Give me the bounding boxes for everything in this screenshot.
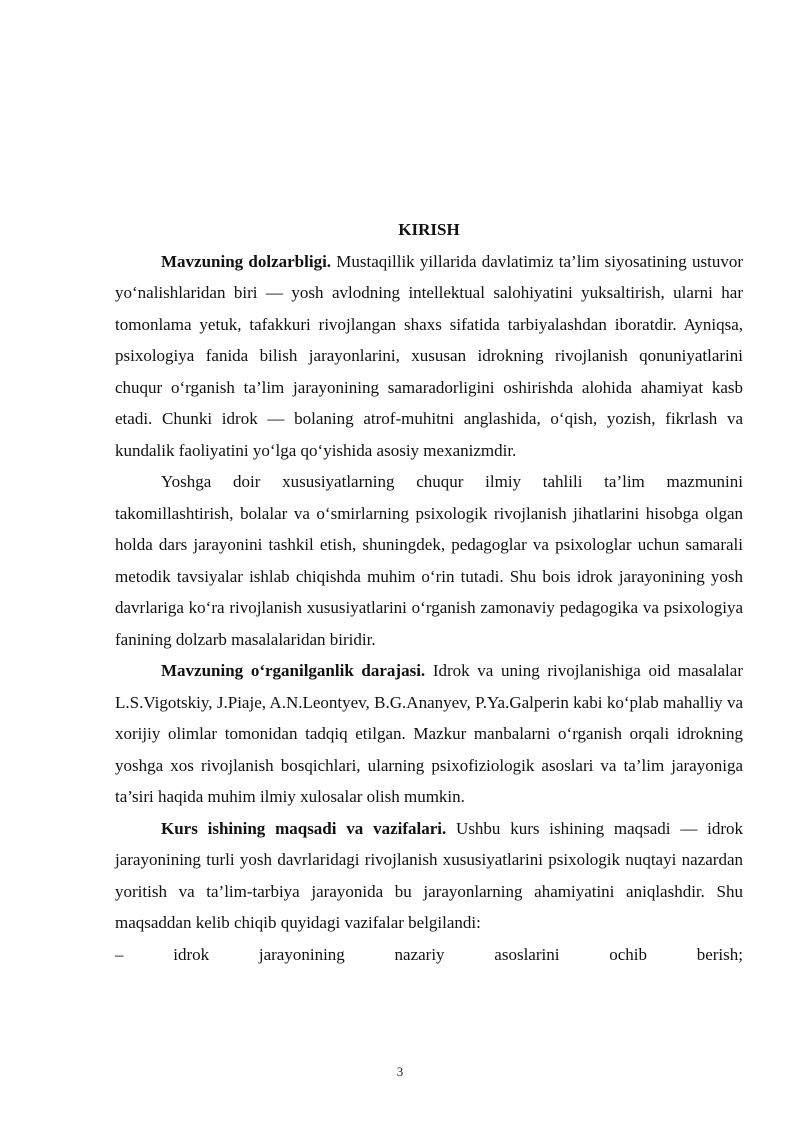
paragraph-research-degree xyxy=(115,655,743,813)
paragraph-text: Mustaqillik yillarida davlatimiz ta’lim siyosatining ustuvor yo‘nalishlaridan biri — yosh avlodning intellektual salohiyatini yuksaltirish, ularni har tomonlama yetuk, tafakkuri rivojlangan shaxs sifatida tarbiyalashdan iboratdir. Ayniqsa, psixologiya fanida bilish jarayonlarini, xususan idrokning rivojlanish qonuniyatlarini chuqur o‘rganish ta’lim jarayonining samaradorligini oshirishda alohida ahamiyat kasb etadi. Chunki idrok — bolaning atrof-muhitni anglashida, o‘qish, yozish, fikrlash va kundalik faoliyatini yo‘lga qo‘yishida asosiy mexanizmdir. xyxy=(115,251,743,460)
paragraph-goals xyxy=(115,813,743,939)
paragraph-text: Idrok va uning rivojlanishiga oid masalalar L.S.Vigotskiy, J.Piaje, A.N.Leontyev, B.G.Ananyev, P.Ya.Galperin kabi ko‘plab mahalliy va xorijiy olimlar tomonidan tadqiq etilgan. Mazkur manbalarni o‘rganish orqali idrokning yoshga xos rivojlanish bosqichlari, ularning psixofiziologik asoslari va ta’lim jarayoniga ta’siri haqida muhim ilmiy xulosalar olish mumkin. xyxy=(115,661,743,806)
page-number: 3 xyxy=(396,1064,404,1079)
list-item: – idrok jarayonining nazariy asoslarini ochib berish; xyxy=(115,944,743,964)
document-page xyxy=(115,214,743,970)
page-title: KIRISH xyxy=(398,220,460,239)
section-heading: Mavzuning dolzarbligi. xyxy=(161,251,332,271)
section-heading: Mavzuning o‘rganilganlik darajasi. xyxy=(161,661,426,680)
paragraph-text: Ushbu kurs ishining maqsadi — idrok jarayonining turli yosh davrlaridagi rivojlanish xususiyatlarini psixologik nuqtayi nazardan yoritish va ta’lim-tarbiya jarayonida bu jarayonlarning ahamiyatini aniqlashdir. Shu maqsaddan kelib chiqib quyidagi vazifalar belgilandi: xyxy=(115,818,743,932)
paragraph-age-features xyxy=(115,466,743,655)
paragraph-relevance xyxy=(115,246,743,467)
paragraph-text: Yoshga doir xususiyatlarning chuqur ilmiy tahlili ta’lim mazmunini takomillashtirish, bolalar va o‘smirlarning psixologik rivojlanish jihatlarini hisobga olgan holda dars jarayonini tashkil etish, shuningdek, pedagoglar va psixologlar uchun samarali metodik tavsiyalar ishlab chiqishda muhim o‘rin tutadi. Shu bois idrok jarayonining yosh davrlariga ko‘ra rivojlanish xususiyatlarini o‘rganish zamonaviy pedagogika va psixologiya fanining dolzarb masalalaridan biridir. xyxy=(115,472,743,649)
section-heading: Kurs ishining maqsadi va vazifalari. xyxy=(161,818,447,838)
